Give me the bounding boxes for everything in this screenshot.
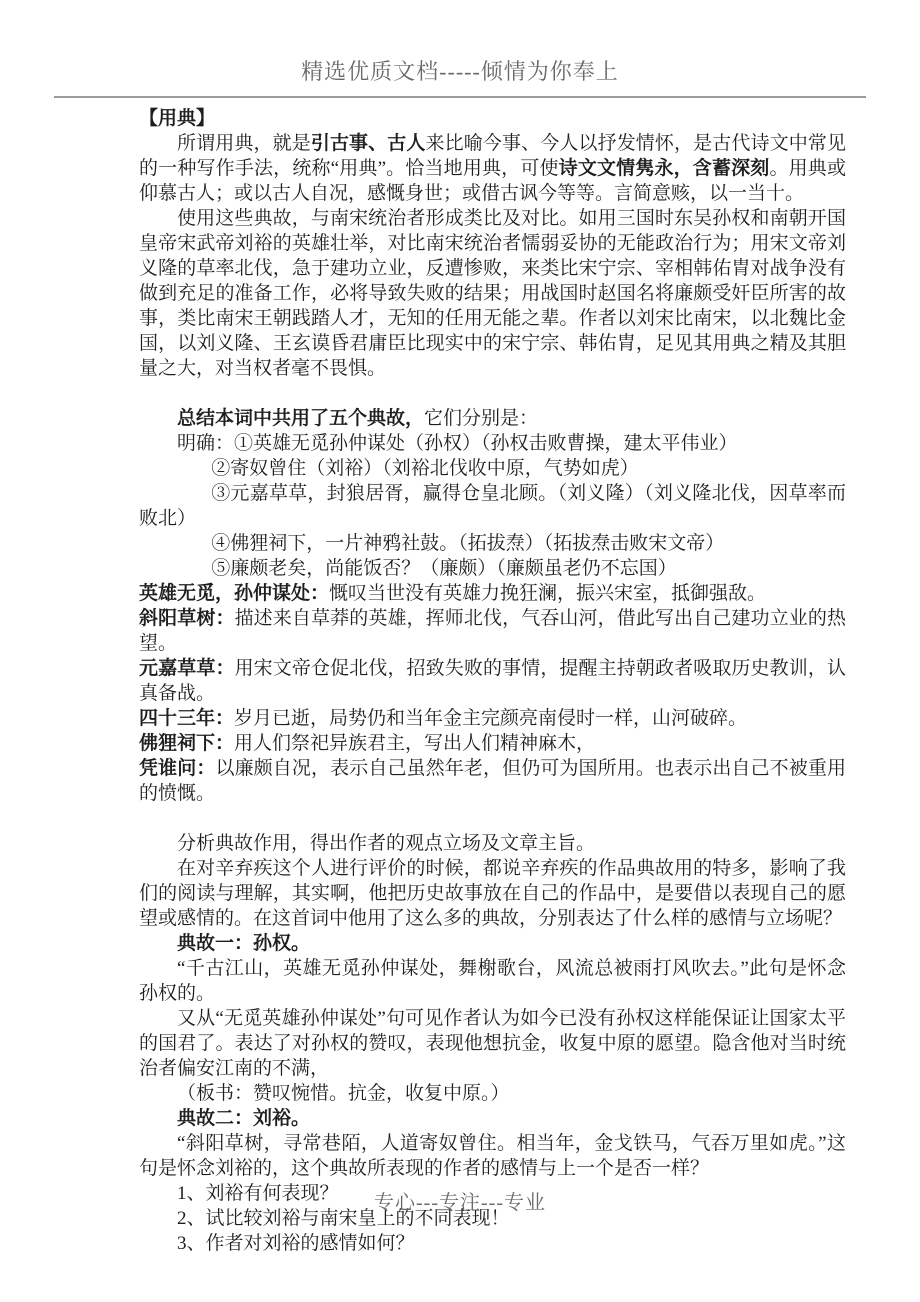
text-run: 慨叹当世没有英雄力挽狂澜，振兴宋室，抵御强敌。	[329, 583, 767, 604]
text-run: 用宋文帝仓促北伐，招致失败的事情，提醒主持朝政者吸取历史教训，认真备战。	[139, 658, 846, 704]
paragraph-banshu	[139, 1081, 846, 1106]
paragraph-analysis-intro	[139, 831, 846, 856]
gloss-pingshuiwen	[139, 756, 846, 806]
heading-allusion-one	[139, 931, 846, 956]
text-run: 所谓用典，就是	[177, 133, 311, 154]
bold-text-run: 四十三年：	[139, 708, 235, 729]
heading-allusion-two	[139, 1106, 846, 1131]
text-run: 分析典故作用，得出作者的观点立场及文章主旨。	[177, 833, 596, 854]
paragraph-sunquan-analysis	[139, 1006, 846, 1081]
heading-yongdian	[139, 106, 846, 131]
blank-line	[139, 806, 846, 831]
paragraph-summary	[139, 406, 846, 431]
bold-text-run: 【用典】	[139, 108, 216, 129]
list-allusion-3	[139, 481, 846, 531]
bold-text-run: 佛狸祠下：	[139, 733, 235, 754]
text-run: 岁月已逝，局势仍和当年金主完颜亮南侵时一样，山河破碎。	[234, 708, 748, 729]
gloss-sishisannian	[139, 706, 846, 731]
document-body	[139, 98, 846, 1256]
bold-text-run: 典故二：刘裕。	[177, 1108, 311, 1129]
paragraph-quote-sunquan	[139, 956, 846, 1006]
question-3	[139, 1231, 846, 1256]
text-run: 在对辛弃疾这个人进行评价的时候，都说辛弃疾的作品典故用的特多，影响了我们的阅读与理解，其实啊，他把历史故事放在自己的作品中，是要借以表现自己的愿望或感情的。在这首词中他用了这么多的典故，分别表达了什么样的感情与立场呢？	[139, 858, 846, 929]
text-run: （板书：赞叹惋惜。抗金，收复中原。）	[177, 1083, 510, 1104]
text-run: 又从“无觅英雄孙仲谋处”句可见作者认为如今已没有孙权这样能保证让国家太平的国君了。表达了对孙权的赞叹，表现他想抗金，收复中原的愿望。隐含他对当时统治者偏安江南的不满，	[139, 1008, 846, 1079]
list-allusion-2	[139, 456, 846, 481]
text-run: 它们分别是：	[424, 408, 539, 429]
list-allusion-1	[139, 431, 846, 456]
text-run: 以廉颇自况，表示自己虽然年老，但仍可为国所用。也表示出自己不被重用的愤慨。	[139, 758, 846, 804]
gloss-yuanjiacaocao	[139, 656, 846, 706]
bold-text-run: 典故一：孙权。	[177, 933, 311, 954]
text-run: “斜阳草树，寻常巷陌，人道寄奴曾住。相当年，金戈铁马，气吞万里如虎。”这句是怀念刘裕的，这个典故所表现的作者的感情与上一个是否一样？	[139, 1133, 846, 1179]
text-run: ③元嘉草草，封狼居胥，赢得仓皇北顾。（刘义隆）（刘义隆北伐，因草率而败北）	[139, 483, 846, 529]
text-run: 2、试比较刘裕与南宋皇上的不同表现！	[177, 1208, 510, 1229]
text-run: ②寄奴曾住（刘裕）（刘裕北伐收中原，气势如虎）	[211, 458, 639, 479]
bold-text-run: 元嘉草草：	[139, 658, 235, 679]
gloss-yingxiongwumi	[139, 581, 846, 606]
page-footer	[0, 1188, 920, 1218]
bold-text-run: 斜阳草树：	[139, 608, 235, 629]
bold-text-run: 凭谁问：	[139, 758, 216, 779]
paragraph-quote-liuyu	[139, 1131, 846, 1181]
header-title: 精选优质文档-----倾情为你奉上	[301, 59, 619, 84]
text-run: “千古江山，英雄无觅孙仲谋处，舞榭歌台，风流总被雨打风吹去。”此句是怀念孙权的。	[139, 958, 846, 1004]
gloss-xieyangcaoshu	[139, 606, 846, 656]
paragraph-usage	[139, 206, 846, 381]
text-run: ④佛狸祠下，一片神鸦社鼓。（拓拔焘）（拓拔焘击败宋文帝）	[211, 533, 725, 554]
text-run: 。用典或仰慕古人；或以古人自况，感慨身世；或借古讽今等等。言简意赅，以一当十。	[139, 158, 846, 204]
blank-line	[139, 381, 846, 406]
paragraph-definition	[139, 131, 846, 206]
paragraph-analysis	[139, 856, 846, 931]
text-run: ⑤廉颇老矣，尚能饭否？（廉颇）（廉颇虽老仍不忘国）	[211, 558, 677, 579]
text-run: 明确：①英雄无觅孙仲谋处（孙权）（孙权击败曹操，建太平伟业）	[177, 433, 738, 454]
text-run: 用人们祭祀异族君主，写出人们精神麻木，	[234, 733, 596, 754]
gloss-bilicixia	[139, 731, 846, 756]
bold-text-run: 英雄无觅，孙仲谋处：	[139, 583, 330, 604]
text-run: 描述来自草莽的英雄，挥师北伐，气吞山河，借此写出自己建功立业的热望。	[139, 608, 846, 654]
list-allusion-5	[139, 556, 846, 581]
bold-text-run: 总结本词中共用了五个典故，	[177, 408, 425, 429]
page-header	[0, 0, 920, 98]
text-run: 1、刘裕有何表现？	[177, 1183, 339, 1204]
list-allusion-4	[139, 531, 846, 556]
footer-slogan: 专心---专注---专业	[374, 1192, 546, 1214]
text-run: 3、作者对刘裕的感情如何？	[177, 1233, 415, 1254]
bold-text-run: 诗文文情隽永，含蓄深刻	[558, 158, 770, 179]
text-run: 使用这些典故，与南宋统治者形成类比及对比。如用三国时东吴孙权和南朝开国皇帝宋武帝刘裕的英雄壮举，对比南宋统治者懦弱妥协的无能政治行为；用宋文帝刘义隆的草率北伐，急于建功立业，反遭惨败，来类比宋宁宗、宰相韩佑胄对战争没有做到充足的准备工作，必将导致失败的结果；用战国时赵国名将廉颇受奸臣所害的故事，类比南宋王朝践踏人才，无知的任用无能之辈。作者以刘宋比南宋，以北魏比金国，以刘义隆、王玄谟昏君庸臣比现实中的宋宁宗、韩佑胄，足见其用典之精及其胆量之大，对当权者毫不畏惧。	[139, 208, 846, 379]
text-run: 来比喻今事、今人以抒发情怀，是古代诗文中常见的一种写作手法，统称“用典”。恰当地用典，可使	[139, 133, 846, 179]
bold-text-run: 引古事、古人	[310, 133, 426, 154]
